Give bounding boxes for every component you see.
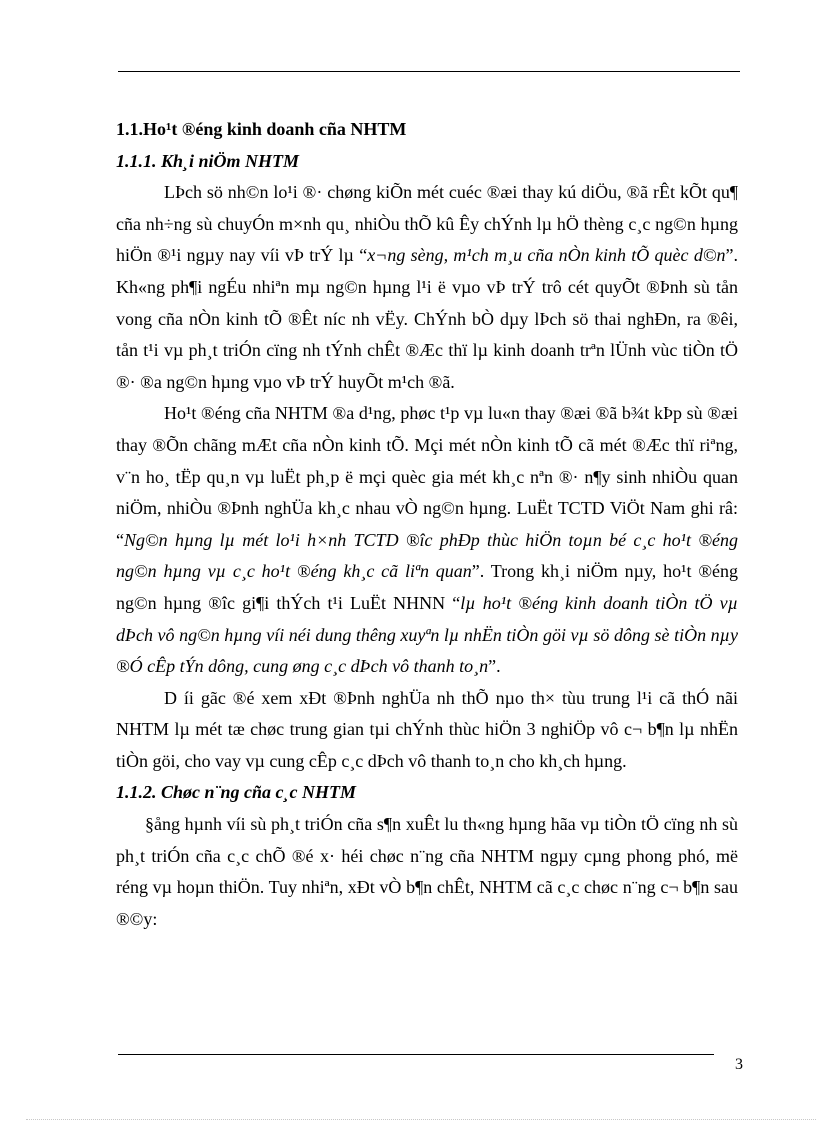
page-body — [116, 114, 738, 935]
footer-rule — [118, 1054, 714, 1055]
paragraph-3: D íi gãc ®é xem xÐt ®Þnh nghÜa nh thÕ nµo th× tùu trung l¹i cã thÓ nãi NHTM lµ mét tæ chøc trung gian tµi chÝnh thùc hiÖn 3 nghiÖp vô c¬ b¶n lµ nhËn tiÒn göi, cho vay vµ cung cÊp c¸c dÞch vô thanh to¸n cho kh¸ch hµng. — [116, 687, 738, 771]
subsection-heading-2: 1.1.2. Chøc n¨ng cña c¸c NHTM — [116, 782, 356, 803]
paragraph-2-quote-2: lµ ho¹t ®éng kinh doanh tiÒn tÖ vµ dÞch vô ng©n hµng víi néi dung thêng xuyªn lµ nhËn tiÒn göi vµ sö dông sè tiÒn nµy ®Ó cÊp tÝn dông, cung øng c¸c dÞch vô thanh to¸n — [116, 592, 738, 677]
paragraph-2-text-b: ”. Trong kh¸i niÖm nµy, ho¹t ®éng ng©n hµng ®îc gi¶i thÝch t¹i LuËt NHNN “ — [116, 561, 739, 613]
page-number: 3 — [735, 1056, 743, 1073]
paragraph-1-text-a: LÞch sö nh©n lo¹i ®· chøng kiÕn mét cuéc ®æi thay kú diÖu, ®ã rÊt kÕt qu¶ cña nh÷ng sù chuyÓn m×nh qu¸ nhiÒu thÕ kû Êy chÝnh lµ hÖ thèng c¸c ng©n hµng hiÖn ®¹i ngµy nay víi vÞ trÝ lµ “ — [116, 182, 738, 266]
paragraph-1-quote: x¬ng sèng, m¹ch m¸u cña nÒn kinh tÕ quèc d©n — [367, 245, 726, 266]
section-heading: 1.1.Ho¹t ®éng kinh doanh cña NHTM — [116, 119, 407, 139]
paragraph-1 — [116, 177, 738, 398]
page-edge-dotted-line — [26, 1119, 816, 1120]
subsection-heading-1: 1.1.1. Kh¸i niÖm NHTM — [116, 150, 300, 171]
paragraph-2 — [116, 398, 738, 682]
paragraph-4: §ång hµnh víi sù ph¸t triÓn cña s¶n xuÊt lu th«ng hµng hãa vµ tiÒn tÖ cïng nh sù ph¸t triÓn cña c¸c chÕ ®é x· héi chøc n¨ng cña NHTM ngµy cµng phong phó, më réng vµ hoµn thiÖn. Tuy nhiªn, xÐt vÒ b¶n chÊt, NHTM cã c¸c chøc n¨ng c¬ b¶n sau ®©y: — [116, 814, 738, 929]
paragraph-2-text-a: Ho¹t ®éng cña NHTM ®a d¹ng, phøc t¹p vµ lu«n thay ®æi ®ã b¾t kÞp sù ®æi thay ®Õn chãng mÆt cña nÒn kinh tÕ. Mçi mét nÒn kinh tÕ cã mét ®Æc thï riªng, v¨n ho¸ tËp qu¸n vµ luËt ph¸p ë mçi quèc gia mét kh¸c nªn ®· n¶y sinh nhiÒu quan niÖm, nhiÒu ®Þnh nghÜa kh¸c nhau vÒ ng©n hµng. LuËt TCTD ViÖt Nam ghi râ: “ — [116, 403, 738, 550]
paragraph-2-text-c: ”. — [488, 656, 501, 677]
header-rule — [118, 71, 740, 72]
paragraph-1-text-b: ”. Kh«ng ph¶i ngÉu nhiªn mµ ng©n hµng l¹i ë vµo vÞ trÝ trô cét quyÕt ®Þnh sù tån vong cña nÒn kinh tÕ ®Êt níc nh vËy. ChÝnh bÒ dµy lÞch sö thai nghÐn, ra ®êi, tån t¹i vµ ph¸t triÓn cïng nh tÝnh chÊt ®Æc thï lµ kinh doanh trªn lÜnh vùc tiÒn tÖ ®· ®a ng©n hµng vµo vÞ trÝ huyÕt m¹ch ®ã. — [116, 245, 738, 392]
paragraph-2-quote-1: Ng©n hµng lµ mét lo¹i h×nh TCTD ®îc phÐp thùc hiÖn toµn bé c¸c ho¹t ®éng ng©n hµng vµ c¸c ho¹t ®éng kh¸c cã liªn quan — [116, 529, 738, 582]
